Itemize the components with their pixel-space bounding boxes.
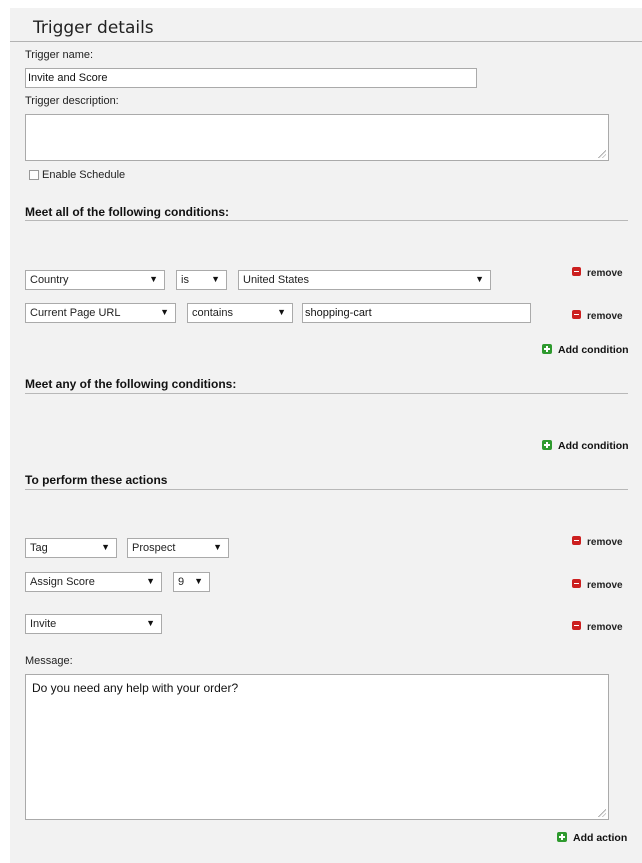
page-title: Trigger details [33, 18, 154, 38]
remove-label: remove [587, 537, 623, 548]
actions-divider [25, 489, 628, 490]
condition-1-value-select[interactable] [238, 270, 491, 290]
minus-icon [572, 536, 581, 545]
trigger-description-textarea[interactable] [25, 114, 609, 161]
dropdown-arrow-icon: ▼ [475, 274, 484, 284]
plus-icon [542, 344, 552, 354]
dropdown-arrow-icon: ▼ [213, 542, 222, 552]
condition-2-value-input[interactable]: shopping-cart [302, 303, 531, 323]
condition-2-field-select[interactable] [25, 303, 176, 323]
minus-icon [572, 579, 581, 588]
any-add-condition-button[interactable] [542, 440, 629, 452]
dropdown-arrow-icon: ▼ [101, 542, 110, 552]
action-3-type-select[interactable] [25, 614, 162, 634]
action-1-remove-button[interactable] [572, 537, 623, 548]
condition-1-operator-value: is [181, 274, 189, 286]
all-conditions-divider [25, 220, 628, 221]
action-2-remove-button[interactable] [572, 580, 623, 591]
condition-2-remove-button[interactable] [572, 311, 623, 322]
remove-label: remove [587, 580, 623, 591]
all-add-condition-button[interactable] [542, 344, 629, 356]
trigger-name-input[interactable]: Invite and Score [25, 68, 477, 88]
condition-2-field-value: Current Page URL [30, 307, 121, 319]
resize-grip-icon[interactable] [598, 150, 606, 158]
trigger-description-label: Trigger description: [25, 95, 119, 107]
condition-1-value: United States [243, 274, 310, 286]
any-conditions-title: Meet any of the following conditions: [25, 377, 237, 391]
minus-icon [572, 621, 581, 630]
add-action-button[interactable] [557, 832, 627, 844]
action-1-type-value: Tag [30, 542, 48, 554]
remove-label: remove [587, 622, 623, 633]
condition-2-operator-select[interactable] [187, 303, 293, 323]
action-2-type-select[interactable] [25, 572, 162, 592]
plus-icon [542, 440, 552, 450]
plus-icon [557, 832, 567, 842]
all-conditions-title: Meet all of the following conditions: [25, 205, 229, 219]
condition-1-operator-select[interactable] [176, 270, 227, 290]
trigger-name-label: Trigger name: [25, 49, 94, 61]
action-1-param-select[interactable] [127, 538, 229, 558]
dropdown-arrow-icon: ▼ [277, 307, 286, 317]
dropdown-arrow-icon: ▼ [149, 274, 158, 284]
add-condition-label: Add condition [558, 440, 629, 452]
condition-1-field-select[interactable] [25, 270, 165, 290]
title-divider [10, 41, 642, 42]
enable-schedule-row[interactable] [29, 169, 125, 181]
action-2-param-value: 9 [178, 576, 185, 588]
resize-grip-icon[interactable] [598, 809, 606, 817]
action-3-remove-button[interactable] [572, 622, 623, 633]
add-action-label: Add action [573, 832, 628, 844]
actions-title: To perform these actions [25, 473, 168, 487]
condition-2-operator-value: contains [192, 307, 233, 319]
dropdown-arrow-icon: ▼ [146, 618, 155, 628]
action-3-type-value: Invite [30, 618, 57, 630]
remove-label: remove [587, 311, 623, 322]
enable-schedule-label: Enable Schedule [42, 169, 126, 181]
dropdown-arrow-icon: ▼ [211, 274, 220, 284]
message-value: Do you need any help with your order? [32, 681, 239, 695]
remove-label: remove [587, 268, 623, 279]
action-1-type-select[interactable] [25, 538, 117, 558]
enable-schedule-checkbox[interactable] [29, 170, 39, 180]
dropdown-arrow-icon: ▼ [194, 576, 203, 586]
minus-icon [572, 310, 581, 319]
action-2-type-value: Assign Score [30, 576, 95, 588]
dropdown-arrow-icon: ▼ [160, 307, 169, 317]
any-conditions-divider [25, 393, 628, 394]
condition-1-remove-button[interactable] [572, 268, 623, 279]
message-textarea[interactable] [25, 674, 609, 820]
action-1-param-value: Prospect [132, 542, 176, 554]
action-2-param-select[interactable] [173, 572, 210, 592]
add-condition-label: Add condition [558, 344, 629, 356]
condition-1-field-value: Country [30, 274, 69, 286]
minus-icon [572, 267, 581, 276]
dropdown-arrow-icon: ▼ [146, 576, 155, 586]
message-label: Message: [25, 655, 73, 667]
